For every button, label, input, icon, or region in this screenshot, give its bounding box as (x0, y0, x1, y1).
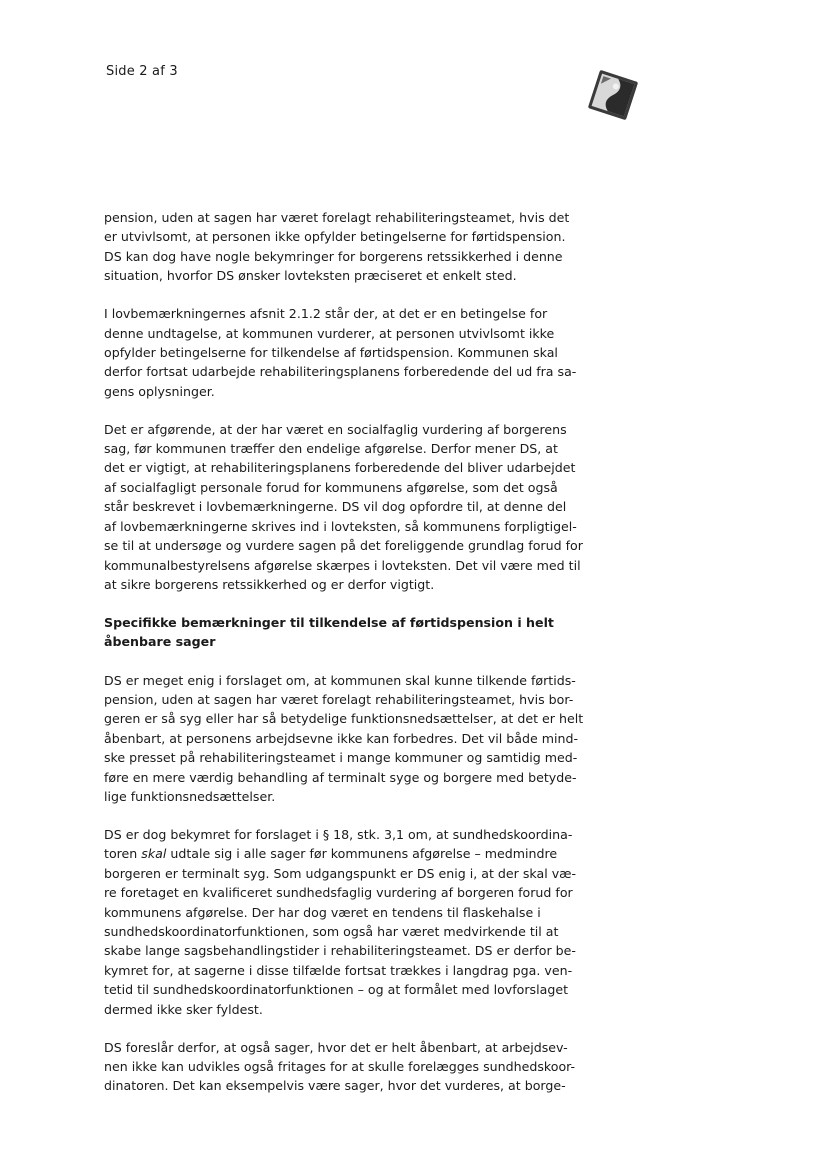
paragraph-1 (104, 208, 616, 286)
text-line: opfylder betingelserne for tilkendelse af førtidspension. Kommunen skal (104, 344, 558, 360)
text-line: tetid til sundhedskoordinatorfunktionen – og at formålet med lovforslaget (104, 982, 569, 998)
text-line: re foretaget en kvalificeret sundhedsfaglig vurdering af borgeren forud for (104, 885, 573, 901)
text-line: borgeren er terminalt syg. Som udgangspunkt er DS enig i, at der skal væ- (104, 865, 577, 881)
text-line: nen ikke kan udvikles også fritages for at skulle forelægges sundhedskoor- (104, 1058, 576, 1074)
text-line: af lovbemærkningerne skrives ind i lovteksten, så kommunens forpligtigel- (104, 518, 577, 534)
text-line: DS kan dog have nogle bekymringer for borgerens retssikkerhed i denne (104, 248, 563, 264)
text-line: denne undtagelse, at kommunen vurderer, at personen utvivlsomt ikke (104, 325, 555, 341)
text-line: skabe lange sagsbehandlingstider i rehabiliteringsteamet. DS er derfor be- (104, 943, 576, 959)
text-line: pension, uden at sagen har været forelagt rehabiliteringsteamet, hvis det (104, 210, 570, 225)
text-line: af socialfagligt personale forud for kommunens afgørelse, som det også (104, 479, 558, 495)
paragraph-5 (104, 825, 616, 1019)
text-line: DS er meget enig i forslaget om, at kommunen skal kunne tilkende førtids- (104, 672, 576, 688)
document-body (104, 208, 616, 1114)
text-fragment: toren (104, 846, 142, 862)
text-line: se til at undersøge og vurdere sagen på det foreliggende grundlag forud for (104, 538, 583, 554)
text-line: føre en mere værdig behandling af terminalt syge og borgere med betyde- (104, 769, 577, 785)
text-line (104, 844, 616, 863)
heading-line: Specifikke bemærkninger til tilkendelse af førtidspension i helt (104, 614, 554, 630)
text-line: ske presset på rehabiliteringsteamet i mange kommuner og samtidig med- (104, 750, 578, 766)
section-heading (104, 613, 616, 652)
paragraph-2 (104, 304, 616, 401)
text-line: at sikre borgerens retssikkerhed og er derfor vigtigt. (104, 576, 435, 592)
emphasis-text: skal (141, 846, 167, 862)
text-line: pension, uden at sagen har været forelagt rehabiliteringsteamet, hvis bor- (104, 692, 574, 708)
text-line: Det er afgørende, at der har været en socialfaglig vurdering af borgerens (104, 421, 567, 437)
text-line: situation, hvorfor DS ønsker lovteksten præciseret et enkelt sted. (104, 268, 517, 284)
text-line: sundhedskoordinatorfunktionen, som også har været medvirkende til at (104, 924, 559, 939)
text-fragment: udtale sig i alle sager før kommunens afgørelse – medmindre (166, 846, 558, 862)
text-line: geren er så syg eller har så betydelige funktionsnedsættelser, at det er helt (104, 711, 584, 727)
text-line: gens oplysninger. (104, 383, 215, 399)
text-line: kommunens afgørelse. Der har dog været en tendens til flaskehalse i (104, 904, 541, 920)
text-line: åbenbart, at personens arbejdsevne ikke kan forbedres. Det vil både mind- (104, 730, 579, 746)
text-line: står beskrevet i lovbemærkningerne. DS vil dog opfordre til, at denne del (104, 499, 567, 515)
text-line: DS foreslår derfor, at også sager, hvor det er helt åbenbart, at arbejdsev- (104, 1039, 568, 1055)
text-line: sag, før kommunen træffer den endelige afgørelse. Derfor mener DS, at (104, 441, 558, 457)
paragraph-3 (104, 420, 616, 595)
paragraph-4 (104, 671, 616, 807)
text-line: dinatoren. Det kan eksempelvis være sager, hvor det vurderes, at borge- (104, 1078, 566, 1094)
text-line: I lovbemærkningernes afsnit 2.1.2 står der, at det er en betingelse for (104, 306, 548, 322)
text-line: det er vigtigt, at rehabiliteringsplanens forberedende del bliver udarbejdet (104, 460, 576, 476)
text-line: kymret for, at sagerne i disse tilfælde fortsat trækkes i langdrag pga. ven- (104, 962, 573, 978)
page-number: Side 2 af 3 (106, 64, 178, 79)
paragraph-6 (104, 1038, 616, 1096)
text-line: er utvivlsomt, at personen ikke opfylder betingelserne for førtidspension. (104, 229, 566, 245)
text-line: derfor fortsat udarbejde rehabiliteringsplanens forberedende del ud fra sa- (104, 364, 577, 380)
heading-line: åbenbare sager (104, 634, 216, 650)
ds-logo-icon (584, 66, 642, 124)
text-line: kommunalbestyrelsens afgørelse skærpes i lovteksten. Det vil være med til (104, 557, 581, 573)
text-line: lige funktionsnedsættelser. (104, 789, 276, 805)
text-line: DS er dog bekymret for forslaget i § 18, stk. 3,1 om, at sundhedskoordina- (104, 826, 573, 842)
text-line: dermed ikke sker fyldest. (104, 1001, 263, 1017)
